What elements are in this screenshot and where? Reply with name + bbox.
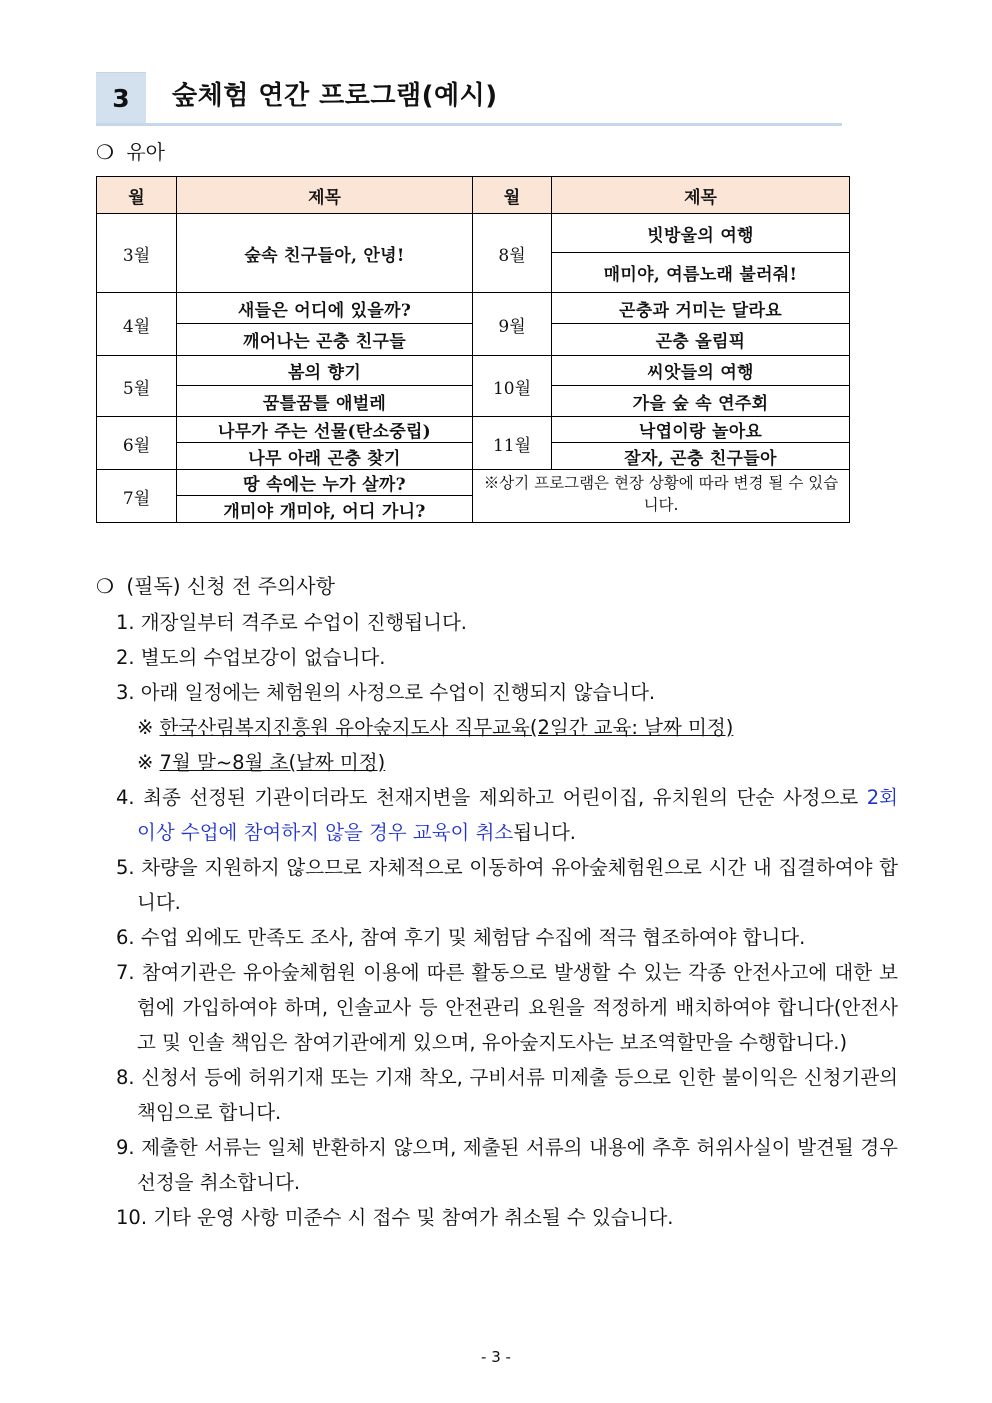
month-cell: 11월 xyxy=(473,417,552,470)
section-header xyxy=(96,72,842,126)
title-cell: 깨어나는 곤충 친구들 xyxy=(177,324,473,356)
month-cell: 9월 xyxy=(473,293,552,356)
title-cell: 낙엽이랑 놀아요 xyxy=(552,417,850,443)
notice-item-9: 9. 제출한 서류는 일체 반환하지 않으며, 제출된 서류의 내용에 추후 허위사실이 발견될 경우 선정을 취소합니다. xyxy=(116,1136,898,1194)
table-row xyxy=(97,356,850,386)
notice-item-2: 2. 별도의 수업보강이 없습니다. xyxy=(116,646,386,669)
month-cell: 8월 xyxy=(473,214,552,293)
month-cell: 7월 xyxy=(97,470,177,523)
header-title-right: 제목 xyxy=(552,177,850,214)
title-cell: 빗방울의 여행 xyxy=(552,214,850,253)
page-number: - 3 - xyxy=(481,1348,511,1366)
section-title: 숲체험 연간 프로그램(예시) xyxy=(172,81,498,111)
notice-item-4 xyxy=(116,780,898,850)
title-cell: 곤충과 거미는 달라요 xyxy=(552,293,850,324)
table-row xyxy=(97,214,850,253)
title-cell: 나무 아래 곤충 찾기 xyxy=(177,443,473,470)
sub-text: 한국산림복지진흥원 유아숲지도사 직무교육(2일간 교육: 날짜 미정) xyxy=(159,716,734,739)
notice-item-8: 8. 신청서 등에 허위기재 또는 기재 착오, 구비서류 미제출 등으로 인한 불이익은 신청기관의 책임으로 합니다. xyxy=(116,1066,898,1124)
table-row xyxy=(97,417,850,443)
notice-item-1: 1. 개장일부터 격주로 수업이 진행됩니다. xyxy=(116,611,467,634)
title-cell: 봄의 향기 xyxy=(177,356,473,386)
month-cell: 10월 xyxy=(473,356,552,417)
notice-item-4-end: 됩니다. xyxy=(513,821,576,844)
header-month-left: 월 xyxy=(97,177,177,214)
reference-mark: ※ xyxy=(137,716,154,739)
section-underline xyxy=(96,123,842,126)
title-cell: 숲속 친구들아, 안녕! xyxy=(177,214,473,293)
notice-list xyxy=(116,605,898,1235)
title-cell: 곤충 올림픽 xyxy=(552,324,850,356)
notice-item-4-text: 4. 최종 선정된 기관이더라도 천재지변을 제외하고 어린이집, 유치원의 단순 사정으로 xyxy=(116,786,867,809)
title-cell: 개미야 개미야, 어디 가니? xyxy=(177,496,473,523)
circle-bullet-icon: ❍ xyxy=(96,574,114,598)
notice-item-6: 6. 수업 외에도 만족도 조사, 참여 후기 및 체험담 수집에 적극 협조하여야 합니다. xyxy=(116,926,806,949)
header-title-left: 제목 xyxy=(177,177,473,214)
notice-item-3-sub-1 xyxy=(116,710,898,745)
month-cell: 4월 xyxy=(97,293,177,356)
reference-mark: ※ xyxy=(137,751,154,774)
title-cell: 꿈틀꿈틀 애벌레 xyxy=(177,386,473,417)
sub-text: 7월 말~8월 초(날짜 미정) xyxy=(159,751,386,774)
title-cell: 나무가 주는 선물(탄소중립) xyxy=(177,417,473,443)
title-cell: 새들은 어디에 있을까? xyxy=(177,293,473,324)
notice-item-3: 3. 아래 일정에는 체험원의 사정으로 수업이 진행되지 않습니다. xyxy=(116,681,656,704)
cancel-condition-highlight: 2회 이상 수업에 참여하지 않을 경우 교육이 취소 xyxy=(137,786,898,844)
kids-heading-label: 유아 xyxy=(126,140,165,164)
notice-heading xyxy=(96,572,335,600)
month-cell: 6월 xyxy=(97,417,177,470)
title-cell: 씨앗들의 여행 xyxy=(552,356,850,386)
circle-bullet-icon: ❍ xyxy=(96,140,114,164)
notice-heading-label: (필독) 신청 전 주의사항 xyxy=(126,574,335,598)
month-cell: 5월 xyxy=(97,356,177,417)
kids-heading xyxy=(96,138,165,166)
title-cell: 땅 속에는 누가 살까? xyxy=(177,470,473,496)
table-header-row xyxy=(97,177,850,214)
header-month-right: 월 xyxy=(473,177,552,214)
table-row xyxy=(97,470,850,496)
notice-item-7: 7. 참여기관은 유아숲체험원 이용에 따른 활동으로 발생할 수 있는 각종 안전사고에 대한 보험에 가입하여야 하며, 인솔교사 등 안전관리 요원을 적정하게 배치하여야 합니다(안전사고 및 인솔 책임은 참여기관에게 있으며, 유아숲지도사는 보조역할만을 수행합니다.) xyxy=(116,961,898,1054)
title-cell: 매미야, 여름노래 불러줘! xyxy=(552,253,850,293)
table-row xyxy=(97,293,850,324)
notice-item-3-sub-2 xyxy=(116,745,898,780)
title-cell: 가을 숲 속 연주회 xyxy=(552,386,850,417)
notice-item-5: 5. 차량을 지원하지 않으므로 자체적으로 이동하여 유아숲체험원으로 시간 내 집결하여야 합니다. xyxy=(116,856,898,914)
notice-item-10: 10. 기타 운영 사항 미준수 시 접수 및 참여가 취소될 수 있습니다. xyxy=(116,1206,674,1229)
section-number: 3 xyxy=(96,72,146,123)
title-cell: 잘자, 곤충 친구들아 xyxy=(552,443,850,470)
program-schedule-table xyxy=(96,176,850,523)
schedule-change-note: ※상기 프로그램은 현장 상황에 따라 변경 될 수 있습니다. xyxy=(473,470,850,523)
month-cell: 3월 xyxy=(97,214,177,293)
